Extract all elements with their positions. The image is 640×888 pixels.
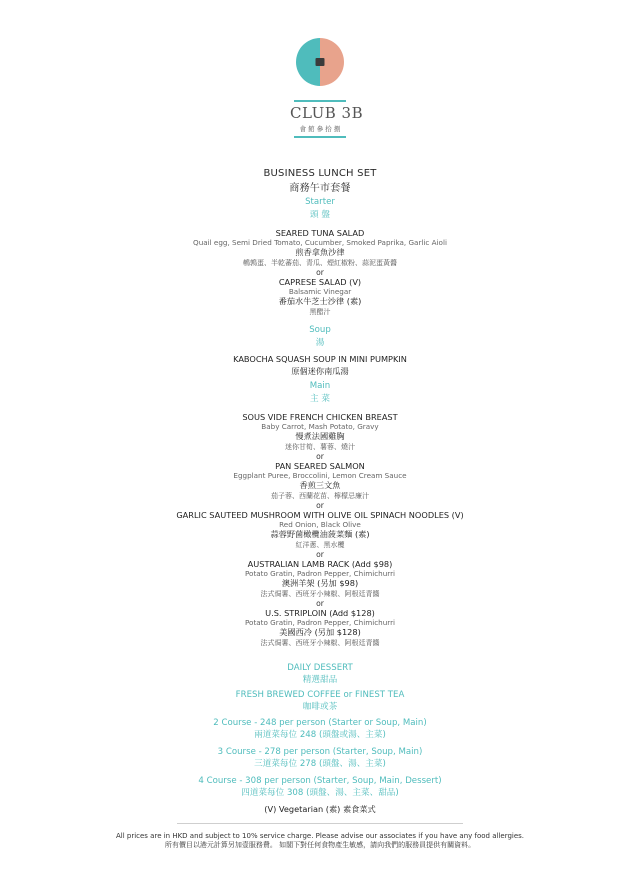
dish-name: GARLIC SAUTEED MUSHROOM WITH OLIVE OIL SPINACH NOODLES (V) xyxy=(176,510,464,520)
footer-note xyxy=(0,832,640,850)
dessert-en: DAILY DESSERT xyxy=(287,663,353,673)
dish-desc-zh: 茄子蓉、西蘭花苗、檸檬忌廉汁 xyxy=(271,492,369,500)
price-en: 4 Course - 308 per person (Starter, Soup, Main, Dessert) xyxy=(198,776,442,786)
dish-name-zh: 澳洲羊架 (另加 $98) xyxy=(281,578,359,588)
dish-name-zh: 美國西冷 (另加 $128) xyxy=(279,627,361,637)
vegetarian-note xyxy=(0,804,640,815)
or-divider: or xyxy=(316,268,324,277)
section-heading: Main xyxy=(309,381,331,391)
dish-desc-zh: 迷你甘筍、薯蓉、燒汁 xyxy=(285,443,355,451)
dish-desc-zh: 黑醋汁 xyxy=(309,308,331,316)
coffee-line xyxy=(0,690,640,712)
dish-desc-zh: 紅洋蔥、黑水欖 xyxy=(295,541,345,549)
dish-name-zh: 番茄水牛芝士沙律 (素) xyxy=(278,296,362,306)
price-zh: 三道菜每位 278 (頭盤、湯、主菜) xyxy=(254,759,386,769)
or-divider: or xyxy=(316,599,324,608)
dish-desc-zh: 法式焗薯、西班牙小辣椒、阿根廷青醬 xyxy=(260,639,380,647)
footer-en: All prices are in HKD and subject to 10% service charge. Please advise our associates if you have any food allergies. xyxy=(115,832,525,840)
main-section xyxy=(0,381,640,648)
section-heading-zh: 湯 xyxy=(315,338,325,348)
veg-legend: (V) Vegetarian (素) 素食菜式 xyxy=(264,804,376,814)
footer-zh: 所有價目以港元計算另加壹服務費。 如閣下對任何食物產生敏感，請向我們的服務員提供有關資料。 xyxy=(164,841,476,849)
soup-section xyxy=(0,325,640,377)
price-2-course xyxy=(0,718,640,740)
dish-name: SEARED TUNA SALAD xyxy=(275,228,365,238)
or-divider: or xyxy=(316,501,324,510)
price-3-course xyxy=(0,747,640,769)
title-en: BUSINESS LUNCH SET xyxy=(263,168,377,179)
dish-name: AUSTRALIAN LAMB RACK (Add $98) xyxy=(247,559,393,569)
dish-desc-zh: 法式焗薯、西班牙小辣椒、阿根廷青醬 xyxy=(260,590,380,598)
dish-name-zh: 慢煮法國雞胸 xyxy=(295,431,345,441)
logo-mark-icon xyxy=(290,36,364,156)
price-4-course xyxy=(0,776,640,798)
dish-name: CAPRESE SALAD (V) xyxy=(278,277,362,287)
dish-desc: Eggplant Puree, Broccolini, Lemon Cream Sauce xyxy=(233,471,407,480)
section-heading-zh: 主 菜 xyxy=(310,394,330,404)
dish-name: U.S. STRIPLOIN (Add $128) xyxy=(265,608,375,618)
or-divider: or xyxy=(316,452,324,461)
menu-title xyxy=(0,168,640,194)
dessert-line xyxy=(0,663,640,685)
price-zh: 兩道菜每位 248 (頭盤或湯、主菜) xyxy=(254,730,386,740)
section-heading-zh: 頭 盤 xyxy=(310,210,330,220)
dessert-zh: 精選甜品 xyxy=(302,675,338,685)
footer-divider xyxy=(177,823,463,824)
dish-desc: Quail egg, Semi Dried Tomato, Cucumber, Smoked Paprika, Garlic Aioli xyxy=(193,238,447,247)
coffee-zh: 咖啡或茶 xyxy=(302,702,338,712)
dish-desc: Potato Gratin, Padron Pepper, Chimichurri xyxy=(244,569,396,578)
dish-name: PAN SEARED SALMON xyxy=(275,461,365,471)
price-en: 3 Course - 278 per person (Starter, Soup, Main) xyxy=(217,747,423,757)
dish-desc-zh: 鵪鶉蛋、半乾蕃茄、青瓜、煙紅椒粉、蒜泥蛋黃醬 xyxy=(243,259,397,267)
dish-desc: Red Onion, Black Olive xyxy=(279,520,361,529)
price-en: 2 Course - 248 per person (Starter or Soup, Main) xyxy=(213,718,427,728)
dish-name-zh: 煎香拿魚沙律 xyxy=(295,247,345,257)
dish-name-zh: 原個迷你南瓜湯 xyxy=(291,366,349,376)
dish-name-zh: 香煎三文魚 xyxy=(299,480,341,490)
starter-section xyxy=(0,197,640,317)
section-heading: Starter xyxy=(305,197,335,207)
section-heading: Soup xyxy=(309,325,331,335)
dish-desc: Balsamic Vinegar xyxy=(288,287,352,296)
logo-text: CLUB 3B xyxy=(290,104,364,122)
dish-desc: Potato Gratin, Padron Pepper, Chimichurri xyxy=(244,618,396,627)
or-divider: or xyxy=(316,550,324,559)
dish-name-zh: 蒜蓉野菌橄欖油菠菜麵 (素) xyxy=(270,529,370,539)
price-zh: 四道菜每位 308 (頭盤、湯、主菜、甜品) xyxy=(241,788,399,798)
club-logo xyxy=(290,36,364,156)
title-zh: 商務午市套餐 xyxy=(289,183,351,194)
dish-name: KABOCHA SQUASH SOUP IN MINI PUMPKIN xyxy=(233,354,407,364)
dish-name: SOUS VIDE FRENCH CHICKEN BREAST xyxy=(242,412,398,422)
logo-subtitle: 會 館 參 拾 捌 xyxy=(299,125,341,133)
coffee-en: FRESH BREWED COFFEE or FINEST TEA xyxy=(235,690,405,700)
dish-desc: Baby Carrot, Mash Potato, Gravy xyxy=(261,422,379,431)
